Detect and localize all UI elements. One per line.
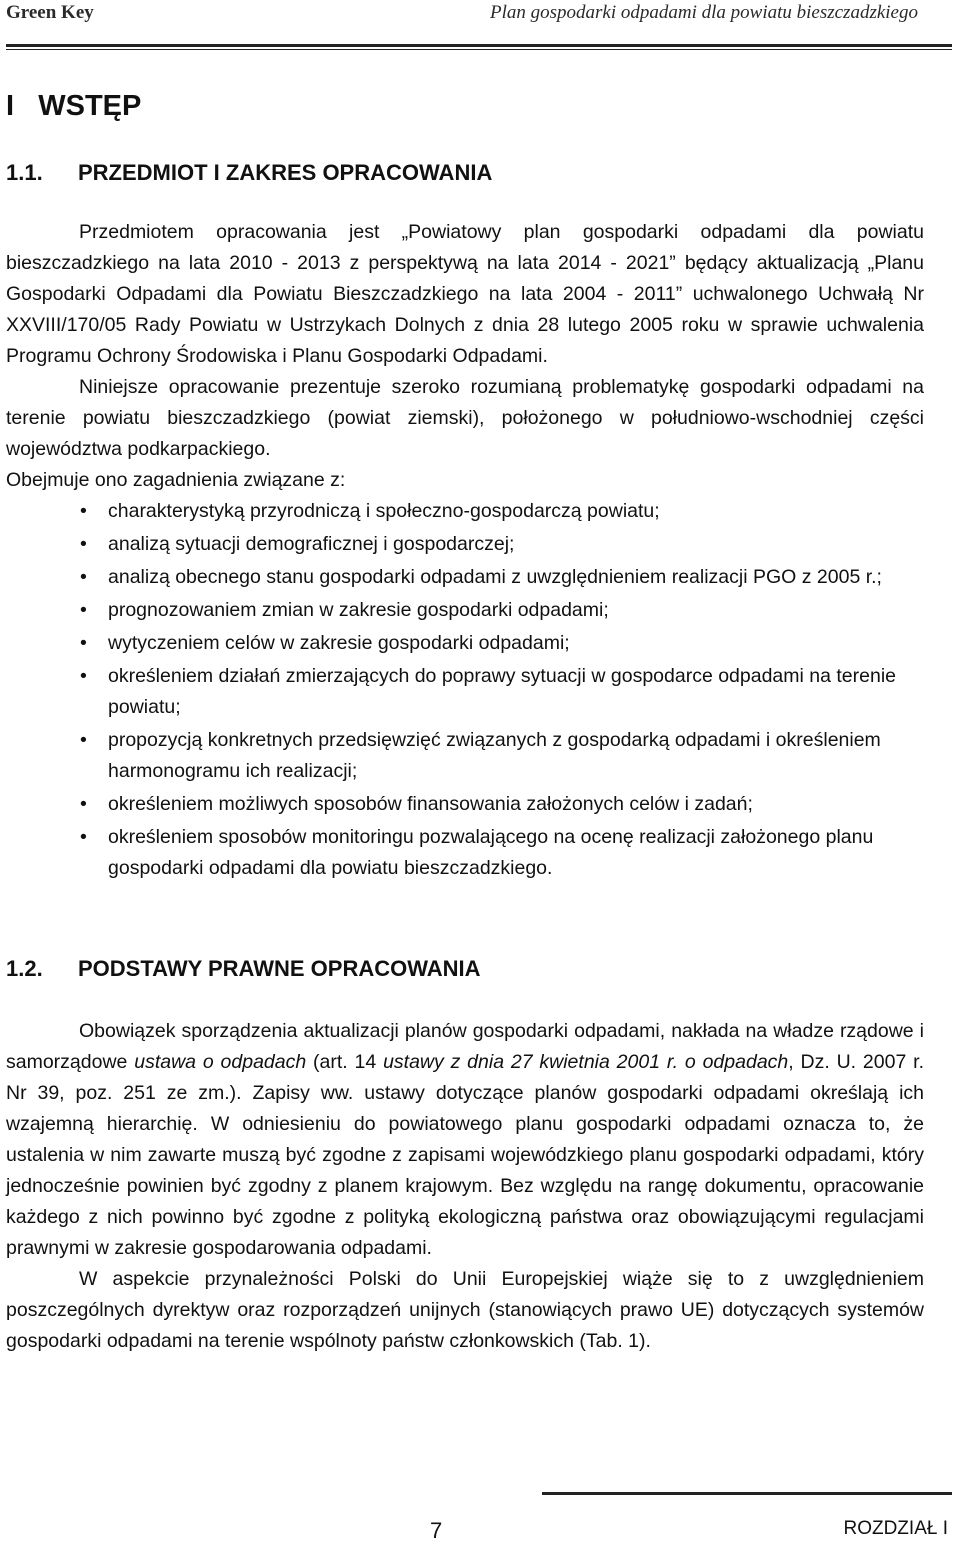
list-item: • wytyczeniem celów w zakresie gospodarki odpadami;: [6, 628, 924, 659]
list-item: • określeniem działań zmierzających do poprawy sytuacji w gospodarce odpadami na terenie powiatu;: [6, 661, 924, 723]
paragraph: Przedmiotem opracowania jest „Powiatowy plan gospodarki odpadami dla powiatu bieszczadzkiego na lata 2010 - 2013 z perspektywą na lata 2014 - 2021” będący aktualizacją „Planu Gospodarki Odpadami dla Powiatu Bieszczadzkiego na lata 2004 - 2011” uchwalonego Uchwałą Nr XXVIII/170/05 Rady Powiatu w Ustrzykach Dolnych z dnia 28 lutego 2005 roku w sprawie uchwalenia Programu Ochrony Środowiska i Planu Gospodarki Odpadami.: [6, 221, 924, 367]
section-number: 1.2.: [6, 956, 43, 981]
list-item: • analizą sytuacji demograficznej i gospodarczej;: [6, 529, 924, 560]
paragraph: Niniejsze opracowanie prezentuje szeroko rozumianą problematykę gospodarki odpadami na terenie powiatu bieszczadzkiego (powiat ziemski), położonego w południowo-wschodniej części województwa podkarpackiego.: [6, 376, 924, 460]
page-footer: [0, 1490, 960, 1546]
header-document-title: Plan gospodarki odpadami dla powiatu bieszczadzkiego: [489, 2, 918, 23]
list-item: • analizą obecnego stanu gospodarki odpadami z uwzględnieniem realizacji PGO z 2005 r.;: [6, 562, 924, 593]
bullet-icon: •: [80, 665, 87, 687]
bullet-icon: •: [80, 793, 87, 815]
bullet-icon: •: [80, 500, 87, 522]
header-rule-thin: [6, 49, 952, 50]
list-item: • określeniem możliwych sposobów finansowania założonych celów i zadań;: [6, 789, 924, 820]
bullet-icon: •: [80, 533, 87, 555]
section-heading-1-1: [6, 160, 924, 186]
paragraph: Obejmuje ono zagadnienia związane z:: [6, 469, 346, 491]
paragraph: Obowiązek sporządzenia aktualizacji planów gospodarki odpadami, nakłada na władze rządowe i samorządowe ustawa o odpadach (art. 14 ustawy z dnia 27 kwietnia 2001 r. o odpadach, Dz. U. 2007 r. Nr 39, poz. 251 ze zm.). Zapisy ww. ustawy dotyczące planów gospodarki odpadami określają ich wzajemną hierarchię. W odniesieniu do powiatowego planu gospodarki odpadami oznacza to, że ustalenia w nim zawarte muszą być zgodne z zapisami wojewódzkiego planu gospodarki odpadami, który jednocześnie powinien być zgodny z planem krajowym. Bez względu na rangę dokumentu, opracowanie każdego z nich powinno być zgodne z polityką ekologiczną państwa oraz obowiązującymi regulacjami prawnymi w zakresie gospodarowania odpadami.: [6, 1020, 924, 1259]
bullet-icon: •: [80, 826, 87, 848]
emphasis: ustawy z dnia 27 kwietnia 2001 r. o odpadach: [383, 1051, 789, 1073]
chapter-title: I WSTĘP: [6, 90, 142, 122]
page-header: [0, 0, 960, 50]
section-title: PODSTAWY PRAWNE OPRACOWANIA: [78, 956, 481, 981]
list-item: • propozycją konkretnych przedsięwzięć związanych z gospodarką odpadami i określeniem harmonogramu ich realizacji;: [6, 725, 924, 787]
page-content: [6, 84, 924, 1357]
emphasis: ustawa o odpadach: [134, 1051, 307, 1073]
bullet-icon: •: [80, 729, 87, 751]
section-title: PRZEDMIOT I ZAKRES OPRACOWANIA: [78, 160, 493, 185]
paragraph: W aspekcie przynależności Polski do Unii Europejskiej wiąże się to z uwzględnieniem poszczególnych dyrektyw oraz rozporządzeń unijnych (stanowiących prawo UE) dotyczących systemów gospodarki odpadami na terenie wspólnoty państw członkowskich (Tab. 1).: [6, 1268, 924, 1352]
chapter-label: ROZDZIAŁ I: [843, 1518, 948, 1539]
list-item: • charakterystyką przyrodniczą i społeczno-gospodarczą powiatu;: [6, 496, 924, 527]
bullet-icon: •: [80, 632, 87, 654]
section-heading-1-2: [6, 956, 924, 982]
footer-rule: [542, 1492, 952, 1495]
list-item: • prognozowaniem zmian w zakresie gospodarki odpadami;: [6, 595, 924, 626]
header-company: Green Key: [6, 2, 94, 23]
bullet-icon: •: [80, 599, 87, 621]
page-number: 7: [430, 1518, 443, 1543]
list-item: • określeniem sposobów monitoringu pozwalającego na ocenę realizacji założonego planu gospodarki odpadami dla powiatu bieszczadzkiego.: [6, 822, 924, 884]
header-rule: [6, 44, 952, 47]
scope-list: [6, 496, 924, 884]
bullet-icon: •: [80, 566, 87, 588]
section-number: 1.1.: [6, 160, 43, 185]
